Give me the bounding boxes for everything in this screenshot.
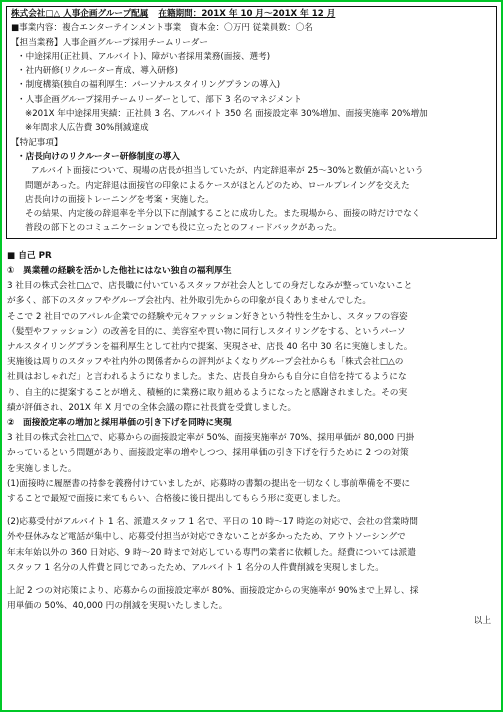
note-body-line: アルバイト面接について、現場の店長が担当していたが、内定辞退率が 25〜30%と数値が高いという xyxy=(31,166,424,177)
section-duties-heading: 【担当業務】人事企画グループ採用チームリーダー xyxy=(11,37,208,48)
duty-item: ・中途採用(正社員、アルバイト)、障がい者採用業務(面接、選考) xyxy=(17,51,271,62)
section-notes-heading: 【特記事項】 xyxy=(11,137,63,148)
pr-body-line: 社員はおしゃれだ」と言われるようになりました。また、店長自身からも自分に自信を持てるようにな xyxy=(7,372,407,383)
note-body-line: 店長向けの面接トレーニングを考案・実施した。 xyxy=(25,194,214,205)
pr-body-line: 績が評価され、201X 年 X 月での全体会議の際に社長賞を受賞しました。 xyxy=(7,402,297,413)
pr-body-line: を実施しました。 xyxy=(7,463,77,474)
pr-body-line: そこで 2 社目でのアパレル企業での経験や元々ファッション好きという特性を生かし、スタッフの容姿 xyxy=(7,311,408,322)
pr-body-line: 用単価の 50%、40,000 円の削減を実現いたしました。 xyxy=(7,601,228,612)
pr-point-title: ① 異業種の経験を活かした他社にはない独自の福利厚生 xyxy=(7,265,232,276)
pr-body-line: 実施後は周りのスタッフや社内外の関係者からの評判がよくなりグループ会社からも「株式会社□△の xyxy=(7,357,404,368)
closing-mark: 以上 xyxy=(473,616,491,627)
note-body-line: 問題があった。内定辞退は面接官の印象によるケースがほとんどのため、ロールプレイングを交えた xyxy=(25,180,410,191)
assignment: 在籍期間：201X 年 10 月〜201X 年 12 月 xyxy=(158,9,336,19)
business-summary: ■事業内容：複合エンターテインメント事業 資本金：〇万円 従業員数：〇名 xyxy=(11,23,313,34)
duty-item: ・社内研修(リクルーター育成、導入研修) xyxy=(17,66,178,77)
achievement-line: ※年間求人広告費 30%削減達成 xyxy=(25,123,149,134)
note-body-line: 普段の部下とのコミュニケーションでも役に立ったとのフィードバックがあった。 xyxy=(25,223,342,234)
self-pr-heading: ■ 自己 PR xyxy=(7,250,52,261)
achievement-line: ※201X 年中途採用実績：正社員 3 名、アルバイト 350 名 面接設定率 30%増加、面接実施率 20%増加 xyxy=(25,109,428,120)
pr-body-line: （髪型やファッション）の改善を目的に、美容室や買い物に同行しスタイリングをする、というパーソ xyxy=(7,326,406,337)
pr-body-line: 年末年始以外の 360 日対応、9 時〜20 時まで対応している専門の業者に依頼した。経費については派遣 xyxy=(7,547,416,558)
duty-item: ・人事企画グループ採用チームリーダーとして、部下 3 名のマネジメント xyxy=(17,94,302,105)
pr-body-line: り、自主的に提案することが増え、積極的に業務に取り組めるようになったと感謝されました。その実 xyxy=(7,387,408,398)
job-history-box xyxy=(6,6,497,239)
pr-body-line: 3 社目の株式会社□△で、店長職に付いているスタッフが社会人としての身だしなみが整っていないこと xyxy=(7,281,413,292)
self-pr-section xyxy=(6,249,497,630)
pr-body-line: が多く、部下のスタッフやグループ会社内、社外取引先からの印象が良くありませんでした。 xyxy=(7,296,372,307)
pr-body-line: スタッフ 1 名分の人件費と同じであったため、アルバイト 1 名分の人件費削減を実現しました。 xyxy=(7,562,384,573)
pr-body-line: 3 社目の株式会社□△で、応募からの面接設定率が 50%、面接実施率が 70%、採用単価が 80,000 円掛 xyxy=(7,433,415,444)
pr-body-line: することで最短で面接に来てもらい、合格後に後日提出してもらう形に変更しました。 xyxy=(7,494,346,504)
pr-body-line: ナルスタイリングプランを福利厚生として社内で提案、実現させ、店長 40 名中 30 名に実施しました。 xyxy=(7,341,413,352)
resume-content xyxy=(6,6,497,630)
pr-point-title: ② 面接設定率の増加と採用単価の引き下げを同時に実現 xyxy=(7,417,232,428)
pr-body-line: (2)応募受付がアルバイト 1 名、派遣スタッフ 1 名で、平日の 10 時〜17 時迄の対応で、会社の営業時間 xyxy=(7,517,418,528)
pr-body-line: 外や昼休みなど電話が集中し、応募受付担当が対応できないことが多かったため、アウトソーシングで xyxy=(7,532,406,543)
company-header xyxy=(7,7,496,21)
company-name: 株式会社□△ 人事企画グループ配属 xyxy=(11,9,149,19)
pr-body-line: かっているという問題があり、面接設定率の増やしつつ、採用単価の引き下げを行うために 2 つの対策 xyxy=(7,448,409,459)
duty-item: ・制度構築(独自の福利厚生：パーソナルスタイリングプランの導入) xyxy=(17,80,281,91)
pr-body-line: 上記 2 つの対応策により、応募からの面接設定率が 80%、面接設定からの実施率が 90%まで上昇し、採 xyxy=(7,586,419,597)
note-body-line: その結果、内定後の辞退率を半分以下に削減することに成功した。また現場から、面接の時だけでなく xyxy=(25,209,421,220)
note-title: ・店長向けのリクルーター研修制度の導入 xyxy=(17,151,180,162)
pr-body-line: (1)面接時に履歴書の持参を義務付けていましたが、応募時の書類の提出を一切なくし事前準備を不要に xyxy=(7,478,411,489)
